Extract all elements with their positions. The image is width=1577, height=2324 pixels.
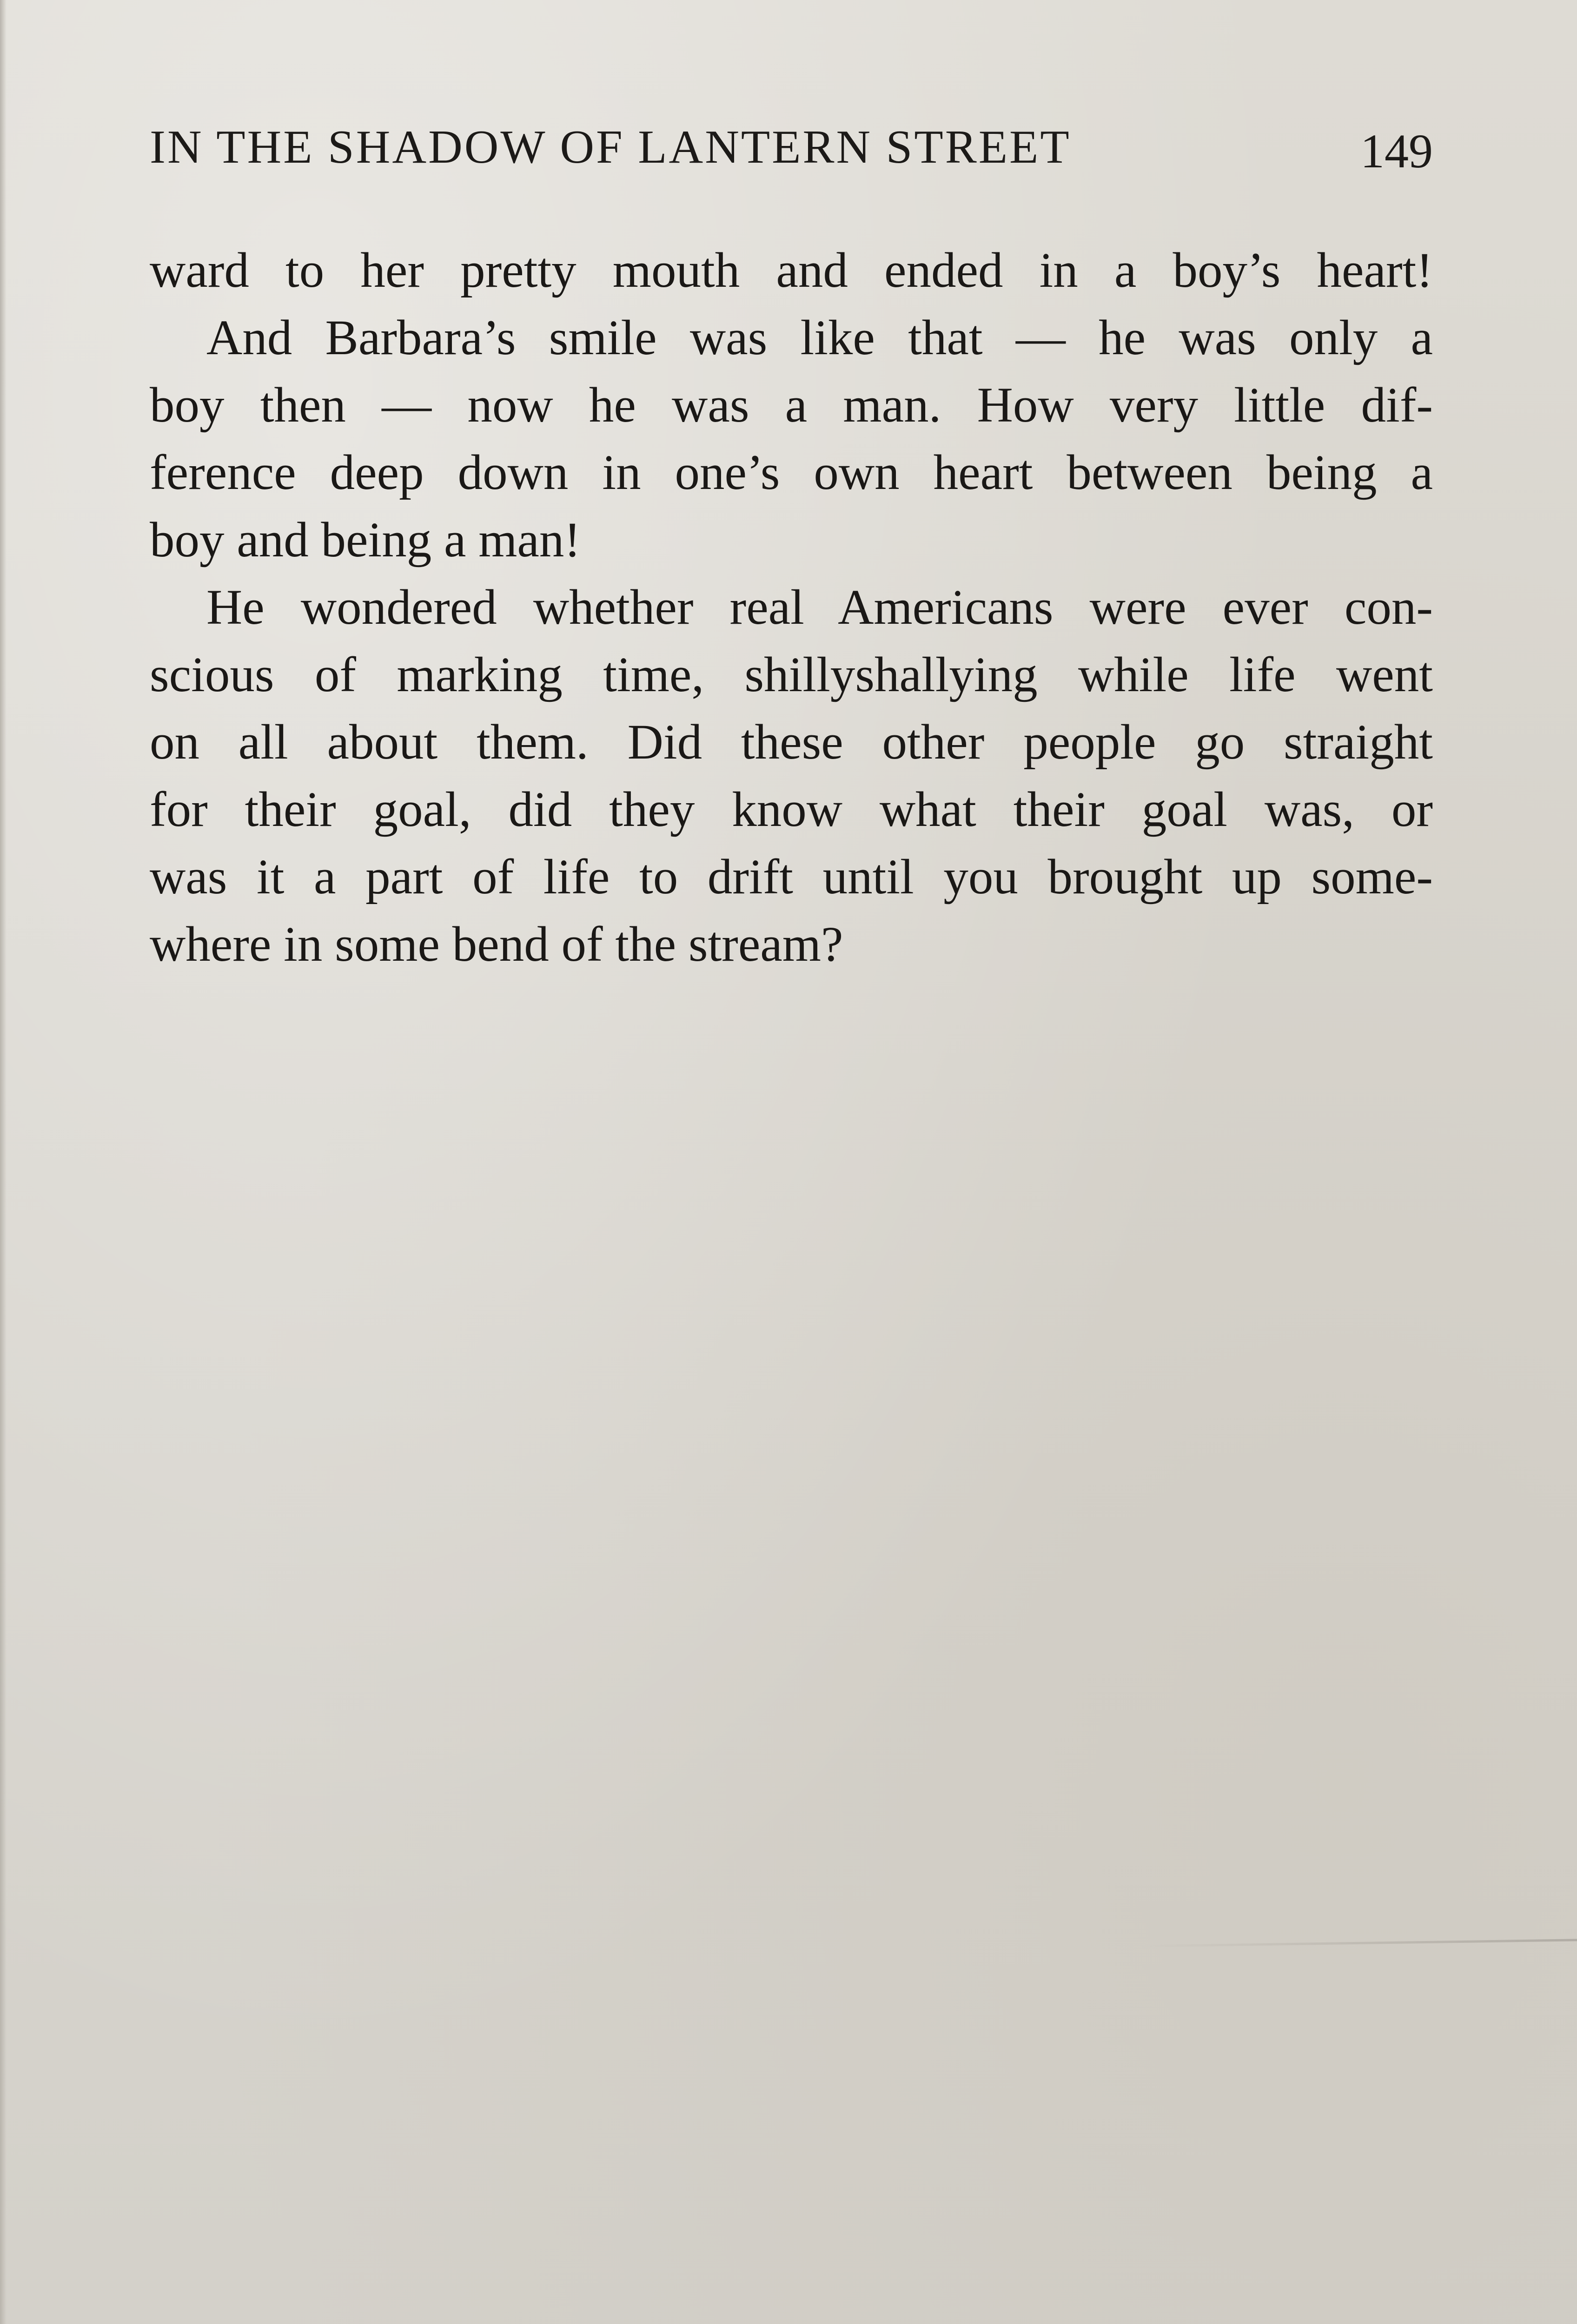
text-line: And Barbara’s smile was like that — he was only a (206, 310, 1433, 365)
page-edge-shadow (0, 0, 7, 2324)
text-line: boy and being a man! (150, 513, 581, 568)
running-head (150, 120, 1433, 180)
text-line: boy then — now he was a man. How very little dif- (150, 378, 1433, 433)
text-line: He wondered whether real Americans were ever con- (206, 580, 1433, 635)
text-line: ference deep down in one’s own heart between being a (150, 445, 1433, 500)
running-title: IN THE SHADOW OF LANTERN STREET (150, 121, 1071, 173)
text-line: scious of marking time, shillyshallying while life went (150, 647, 1433, 702)
text-line: where in some bend of the stream? (150, 917, 843, 972)
body-text (150, 237, 1433, 978)
text-line: ward to her pretty mouth and ended in a boy’s heart! (150, 243, 1433, 298)
page-number: 149 (1360, 125, 1433, 178)
text-line: on all about them. Did these other people go straight (150, 715, 1433, 770)
text-line: was it a part of life to drift until you brought up some- (150, 850, 1433, 905)
paper-crease (1139, 1939, 1577, 1947)
text-line: for their goal, did they know what their goal was, or (150, 782, 1433, 837)
